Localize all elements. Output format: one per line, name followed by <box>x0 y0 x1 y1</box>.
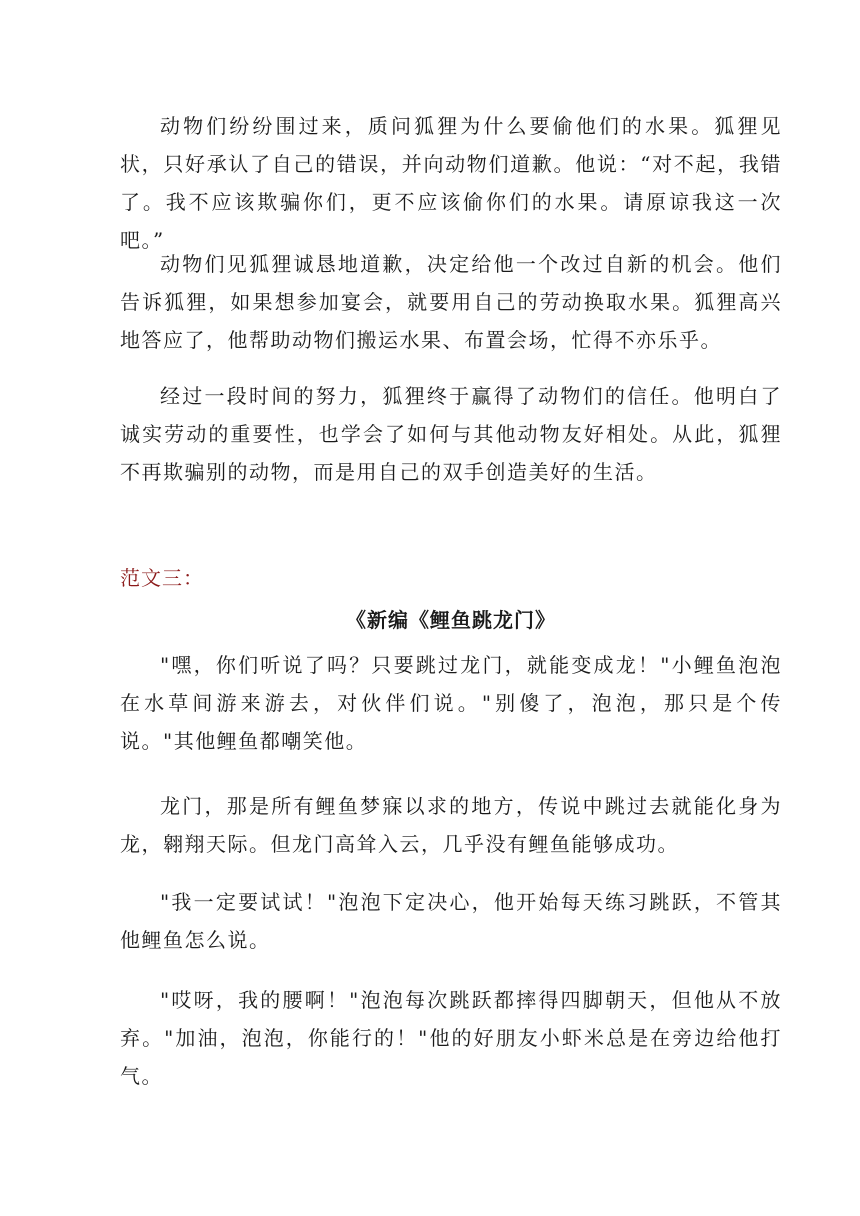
paragraph-fox-trust: 经过一段时间的努力，狐狸终于赢得了动物们的信任。他明白了诚实劳动的重要性，也学会了如何与其他动物友好相处。从此，狐狸不再欺骗别的动物，而是用自己的双手创造美好的生活。 <box>120 384 782 484</box>
story-title: 《新编《鲤鱼跳龙门》 <box>346 608 556 632</box>
paragraph-encouragement: "哎呀，我的腰啊！"泡泡每次跳跃都摔得四脚朝天，但他从不放弃。"加油，泡泡，你能行的！"他的好朋友小虾米总是在旁边给他打气。 <box>120 988 782 1088</box>
paragraph-dragon-gate: 龙门，那是所有鲤鱼梦寐以求的地方，传说中跳过去就能化身为龙，翱翔天际。但龙门高耸入云，几乎没有鲤鱼能够成功。 <box>120 794 782 856</box>
paragraph-fox-second-chance: 动物们见狐狸诚恳地道歉，决定给他一个改过自新的机会。他们告诉狐狸，如果想参加宴会，就要用自己的劳动换取水果。狐狸高兴地答应了，他帮助动物们搬运水果、布置会场，忙得不亦乐乎。 <box>120 252 782 352</box>
paragraph-fox-apology: 动物们纷纷围过来，质问狐狸为什么要偷他们的水果。狐狸见状，只好承认了自己的错误，并向动物们道歉。他说：“对不起，我错了。我不应该欺骗你们，更不应该偷你们的水果。请原谅我这一次吧。” <box>120 114 782 252</box>
section-label: 范文三： <box>120 566 204 590</box>
paragraph-practice: "我一定要试试！"泡泡下定决心，他开始每天练习跳跃，不管其他鲤鱼怎么说。 <box>120 890 782 952</box>
paragraph-carp-legend: "嘿，你们听说了吗？只要跳过龙门，就能变成龙！"小鲤鱼泡泡在水草间游来游去，对伙伴们说。"别傻了，泡泡，那只是个传说。"其他鲤鱼都嘲笑他。 <box>120 653 782 753</box>
